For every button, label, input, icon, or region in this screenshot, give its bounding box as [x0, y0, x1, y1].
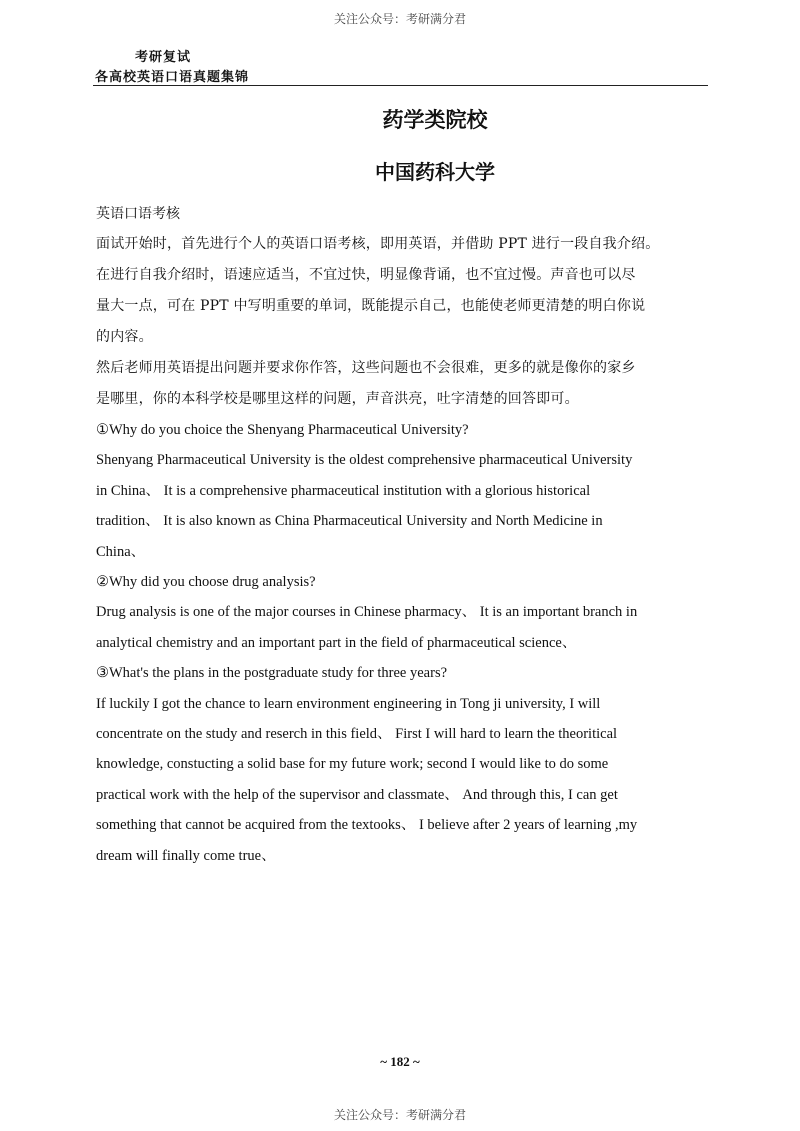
- document-body: [96, 200, 710, 871]
- paragraph-line: 然后老师用英语提出问题并要求你作答，这些问题也不会很难，更多的就是像你的家乡: [96, 360, 636, 376]
- answer-line: dream will finally come true、: [96, 847, 276, 864]
- answer-line: knowledge, constucting a solid base for my future work; second I would like to do some: [96, 756, 609, 773]
- section-title: 药学类院校: [382, 107, 488, 132]
- page-number: ~ 182 ~: [380, 1054, 420, 1069]
- answer-line: practical work with the help of the supervisor and classmate、 And through this, I can get: [96, 786, 618, 803]
- qa-section: [96, 415, 710, 871]
- answer-line: China、: [96, 543, 146, 560]
- answer-line: something that cannot be acquired from the textooks、 I believe after 2 years of learning ,my: [96, 817, 638, 834]
- watermark-top: 关注公众号：考研满分君: [333, 12, 466, 26]
- answer-line: If luckily I got the chance to learn environment engineering in Tong ji university, I will: [96, 695, 601, 712]
- paragraph-line: 面试开始时，首先进行个人的英语口语考核，即用英语，并借助 PPT 进行一段自我介绍。: [96, 236, 660, 252]
- answer-line: analytical chemistry and an important part in the field of pharmaceutical science、: [96, 634, 577, 651]
- header-subtitle: 考研复试: [135, 50, 192, 65]
- answer-line: Shenyang Pharmaceutical University is the oldest comprehensive pharmaceutical University: [96, 452, 633, 469]
- exam-label: 英语口语考核: [96, 206, 180, 222]
- paragraph-line: 在进行自我介绍时，语速应适当，不宜过快，明显像背诵，也不宜过慢。声音也可以尽: [96, 267, 636, 283]
- questions-paragraph: [96, 353, 710, 415]
- header-divider: [93, 85, 708, 86]
- school-title: 中国药科大学: [375, 160, 495, 184]
- answer-line: concentrate on the study and reserch in this field、 First I will hard to learn the theoritical: [96, 726, 618, 743]
- answer-line: tradition、 It is also known as China Pharmaceutical University and North Medicine in: [96, 513, 603, 530]
- answer-line: in China、 It is a comprehensive pharmaceutical institution with a glorious historical: [96, 482, 591, 499]
- paragraph-line: 的内容。: [96, 329, 153, 345]
- answer-line: Drug analysis is one of the major courses in Chinese pharmacy、 It is an important branch in: [96, 604, 638, 621]
- header-title: 各高校英语口语真题集锦: [95, 70, 250, 85]
- watermark-bottom: 关注公众号：考研满分君: [333, 1108, 466, 1122]
- paragraph-line: 量大一点，可在 PPT 中写明重要的单词，既能提示自己，也能使老师更清楚的明白你说: [96, 298, 646, 314]
- question-1: ①Why do you choice the Shenyang Pharmaceutical University?: [96, 422, 469, 438]
- question-2: ②Why did you choose drug analysis?: [96, 574, 316, 591]
- paragraph-line: 是哪里，你的本科学校是哪里这样的问题，声音洪亮，吐字清楚的回答即可。: [96, 391, 579, 407]
- intro-paragraph: [96, 229, 710, 353]
- question-3: ③What's the plans in the postgraduate study for three years?: [96, 665, 448, 682]
